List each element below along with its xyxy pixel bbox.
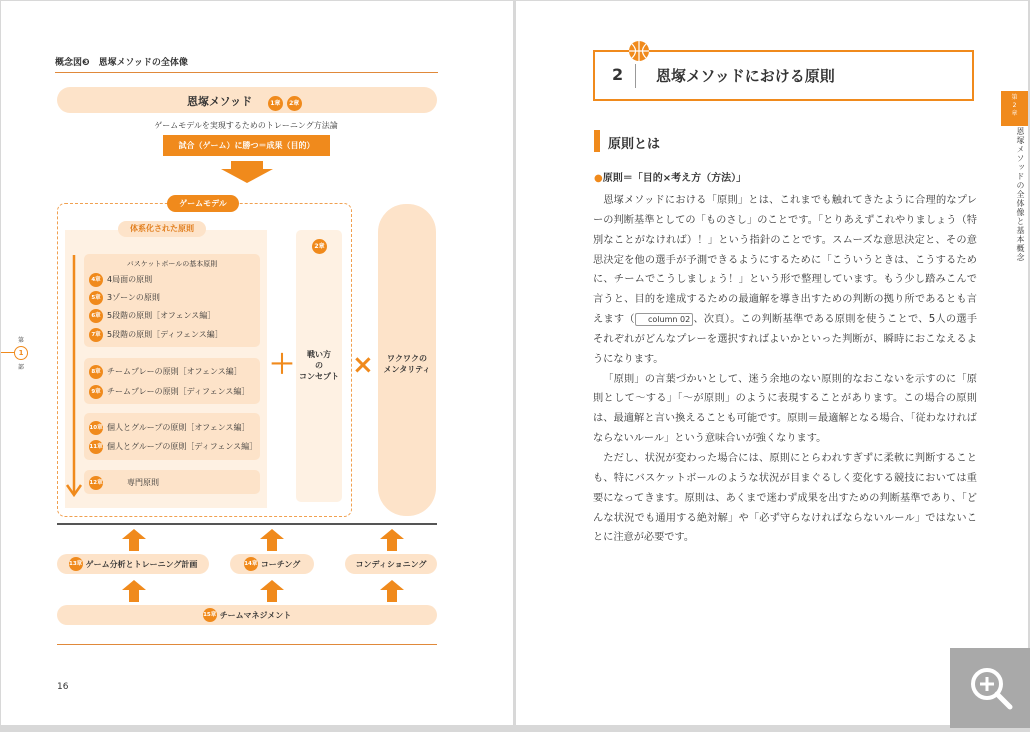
chapter-title: 恩塚メソッドにおける原則 xyxy=(656,67,835,85)
divider-line xyxy=(57,523,437,525)
bottom-pill-label: コーチング xyxy=(260,559,301,569)
chapter-divider xyxy=(635,64,636,88)
method-subtitle: ゲームモデルを実現するためのトレーニング方法論 xyxy=(154,121,338,130)
chapter-badge: 14章 xyxy=(244,557,258,571)
chapter-thumb-text: 第 2 章 xyxy=(1011,94,1018,117)
part-marker-top: 第 xyxy=(17,337,24,344)
zoom-in-icon xyxy=(950,648,1030,728)
down-arrow-icon xyxy=(221,161,273,183)
team-management-label: チームマネジメント xyxy=(219,610,292,620)
bullet-dot-icon: ● xyxy=(594,173,603,184)
bottom-pill xyxy=(230,554,314,574)
principle-label: 個人とグループの原則［ディフェンス編］ xyxy=(107,442,258,451)
principle-row xyxy=(89,327,223,342)
systematized-label: 体系化された原則 xyxy=(118,221,206,237)
principle-label: 5段階の原則［オフェンス編］ xyxy=(107,311,216,320)
chapter-badge: 9章 xyxy=(89,385,103,399)
chapter-thumb-tab xyxy=(1001,91,1028,126)
paragraph: 「原則」の言葉づかいとして、迷う余地のない原則的なおこないを示すのに「原則として〜する」「〜が原則」のように表現することがあります。この場合の原則は、最適解と言い換えることも可能です。原則＝最適解となる場合、「従わなければならないルール」という意味合いが強くなります。 xyxy=(593,373,977,445)
chapter-badge: 12章 xyxy=(89,476,103,490)
up-arrow-icon xyxy=(122,529,146,551)
section-title: 原則とは xyxy=(608,137,661,152)
chapter-badge: 2章 xyxy=(312,239,327,254)
principle-row xyxy=(89,308,215,323)
times-symbol: × xyxy=(352,350,374,380)
method-title xyxy=(187,93,302,111)
chapter-badge: 7章 xyxy=(89,328,103,342)
part-number: 1 xyxy=(14,346,28,360)
bottom-pill xyxy=(57,554,209,574)
body-text xyxy=(593,191,977,548)
paragraph-text: 恩塚メソッドにおける「原則」とは、これまでも触れてきたように合理的なプレーの判断基準としての「ものさし」のことです。「とりあえずこれやりましょう（特別なことがなければ）！」という指針のことです。スムーズな意思決定と、その意思決定を他の選手が予測できるようにするために「こういうときは、こうするために、チームでこうしましょう！」という形で整理しています。もう少し踏みこんで言うと、目的を達成するための最適解を導き出すための判断の拠り所であるとも言えます（ xyxy=(593,195,977,326)
bullet-heading xyxy=(594,169,746,184)
chapter-badge: 5章 xyxy=(89,291,103,305)
part-marker-line xyxy=(1,352,15,353)
bottom-pill-label: コンディショニング xyxy=(355,559,427,569)
up-arrow-icon xyxy=(260,580,284,602)
mentality-line: ワクワクの xyxy=(387,354,427,363)
chapter-badge: 15章 xyxy=(203,608,217,622)
mentality-line: メンタリティ xyxy=(383,365,431,374)
column-reference-tag: column 02 xyxy=(635,313,693,326)
principle-row xyxy=(89,272,152,287)
principle-row xyxy=(89,420,249,435)
chapter-badge: 8章 xyxy=(89,365,103,379)
chapter-badge: 4章 xyxy=(89,273,103,287)
principle-label: チームプレーの原則［オフェンス編］ xyxy=(107,367,242,376)
principle-label: 専門原則 xyxy=(127,478,159,487)
principle-row xyxy=(89,439,257,454)
bottom-pill-label: ゲーム分析とトレーニング計画 xyxy=(85,559,198,569)
concept-line: コンセプト xyxy=(299,372,339,381)
chapter-badge: 2章 xyxy=(287,96,302,111)
vertical-arrow-icon xyxy=(65,255,83,499)
game-model-label: ゲームモデル xyxy=(167,195,239,212)
basic-principles-header: バスケットボールの基本原則 xyxy=(126,260,218,268)
figure-title-rule xyxy=(55,72,438,73)
method-title-text: 恩塚メソッド xyxy=(187,95,253,108)
basketball-icon xyxy=(628,40,650,62)
up-arrow-icon xyxy=(260,529,284,551)
chapter-badge: 10章 xyxy=(89,421,103,435)
chapter-badge: 13章 xyxy=(69,557,83,571)
chapter-badge: 11章 xyxy=(89,440,103,454)
left-page xyxy=(1,1,513,725)
principle-row xyxy=(89,384,249,399)
concept-line: の xyxy=(315,361,323,370)
page-number: 16 xyxy=(57,682,69,692)
plus-symbol: ＋ xyxy=(269,350,296,380)
goal-box: 試合（ゲーム）に勝つ＝成果（目的） xyxy=(163,135,330,156)
up-arrow-icon xyxy=(380,529,404,551)
mentality-label xyxy=(378,353,436,375)
principle-label: 個人とグループの原則［オフェンス編］ xyxy=(107,423,250,432)
principle-row xyxy=(89,290,160,305)
figure-title: 概念図❸ 恩塚メソッドの全体像 xyxy=(55,58,188,68)
team-management-pill xyxy=(57,605,437,625)
part-marker-bottom: 部 xyxy=(17,364,24,371)
paragraph: ただし、状況が変わった場合には、原則にとらわれすぎずに柔軟に判断することも、特にバスケットボールのような状況が目まぐるしく変化する競技においては重要になってきます。原則は、あくまで迷わず成果を出すための判断基準であり、「どんな状況でも通用する絶対解」や「必ず守らなければならないルール」ではないことに注意が必要です。 xyxy=(593,452,977,544)
paragraph-text: 、次頁）。この判断基準である原則を使うことで、5人の選手それぞれがどんなプレーを選択すればよいかといった判断が、瞬時におこなえるようになります。 xyxy=(593,314,978,365)
bottom-pill xyxy=(345,554,437,574)
section-bar xyxy=(594,130,600,152)
up-arrow-icon xyxy=(380,580,404,602)
zoom-button[interactable] xyxy=(950,648,1030,728)
principle-label: 5段階の原則［ディフェンス編］ xyxy=(107,330,223,339)
part-marker xyxy=(1,335,41,371)
principle-label: チームプレーの原則［ディフェンス編］ xyxy=(107,387,250,396)
up-arrow-icon xyxy=(122,580,146,602)
bottom-rule xyxy=(57,644,437,645)
chapter-number: 2 xyxy=(612,65,624,84)
principle-label: 3ゾーンの原則 xyxy=(107,293,160,302)
principle-row xyxy=(89,364,242,379)
paragraph xyxy=(593,191,977,370)
principle-label: 4局面の原則 xyxy=(107,275,153,284)
right-page xyxy=(516,1,1028,725)
running-header-vertical: 恩塚メソッドの全体像と基本概念 xyxy=(1016,127,1025,262)
principle-row xyxy=(89,475,159,490)
chapter-badge: 6章 xyxy=(89,309,103,323)
concept-label xyxy=(296,349,342,382)
bullet-heading-text: 原則＝「目的×考え方（方法）」 xyxy=(602,173,747,184)
concept-line: 戦い方 xyxy=(307,350,331,359)
chapter-badge: 1章 xyxy=(268,96,283,111)
